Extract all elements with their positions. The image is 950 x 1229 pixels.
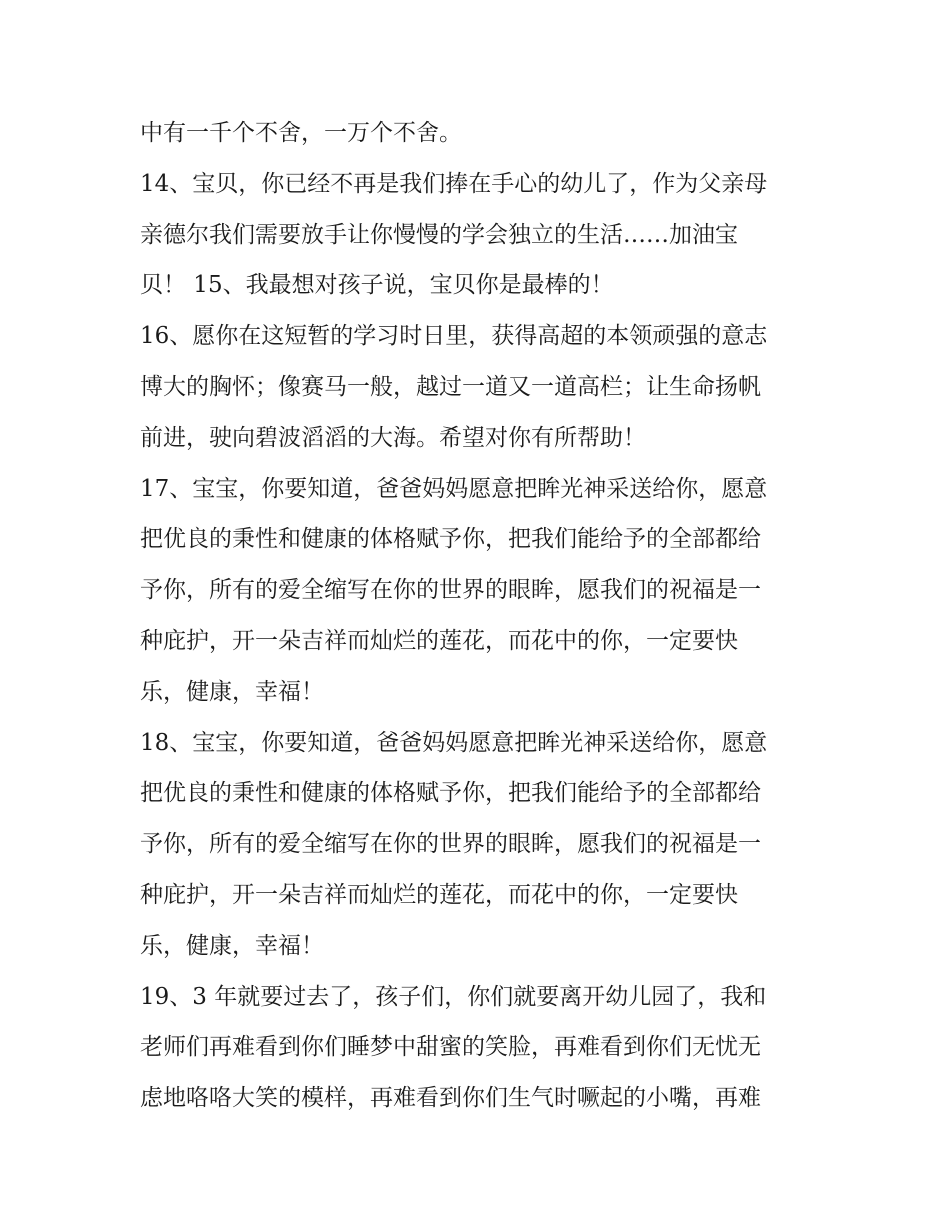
text-line-12: 乐，健康，幸福！ (140, 678, 324, 705)
text-line-4: 贝！ 15、我最想对孩子说，宝贝你是最棒的！ (140, 272, 614, 299)
text-line-15: 予你，所有的爱全缩写在你的世界的眼眸，愿我们的祝福是一 (140, 831, 761, 858)
text-line-6: 博大的胸怀；像赛马一般，越过一道又一道高栏；让生命扬帆 (140, 373, 761, 400)
text-line-11: 种庇护，开一朵吉祥而灿烂的莲花，而花中的你，一定要快 (140, 627, 738, 654)
text-line-5: 16、愿你在这短暂的学习时日里，获得高超的本领顽强的意志 (140, 323, 768, 350)
text-line-14: 把优良的秉性和健康的体格赋予你，把我们能给予的全部都给 (140, 780, 761, 807)
text-line-1: 中有一千个不舍，一万个不舍。 (140, 120, 462, 146)
text-line-16: 种庇护，开一朵吉祥而灿烂的莲花，而花中的你，一定要快 (140, 881, 738, 908)
text-line-2: 14、宝贝，你已经不再是我们捧在手心的幼儿了，作为父亲母 (140, 170, 768, 197)
body-text (140, 108, 820, 1124)
text-line-3: 亲德尔我们需要放手让你慢慢的学会独立的生活……加油宝 (140, 221, 738, 248)
text-line-10: 予你，所有的爱全缩写在你的世界的眼眸，愿我们的祝福是一 (140, 577, 761, 604)
text-line-19: 老师们再难看到你们睡梦中甜蜜的笑脸，再难看到你们无忧无 (140, 1034, 761, 1061)
text-line-18: 19、3 年就要过去了，孩子们，你们就要离开幼儿园了，我和 (140, 983, 767, 1010)
text-line-13: 18、宝宝，你要知道，爸爸妈妈愿意把眸光神采送给你，愿意 (140, 729, 768, 756)
text-line-20: 虑地咯咯大笑的模样，再难看到你们生气时噘起的小嘴，再难 (140, 1085, 761, 1112)
text-line-9: 把优良的秉性和健康的体格赋予你，把我们能给予的全部都给 (140, 526, 761, 553)
text-line-8: 17、宝宝，你要知道，爸爸妈妈愿意把眸光神采送给你，愿意 (140, 475, 768, 502)
text-line-17: 乐，健康，幸福！ (140, 932, 324, 959)
text-line-7: 前进，驶向碧波滔滔的大海。希望对你有所帮助！ (140, 424, 646, 451)
